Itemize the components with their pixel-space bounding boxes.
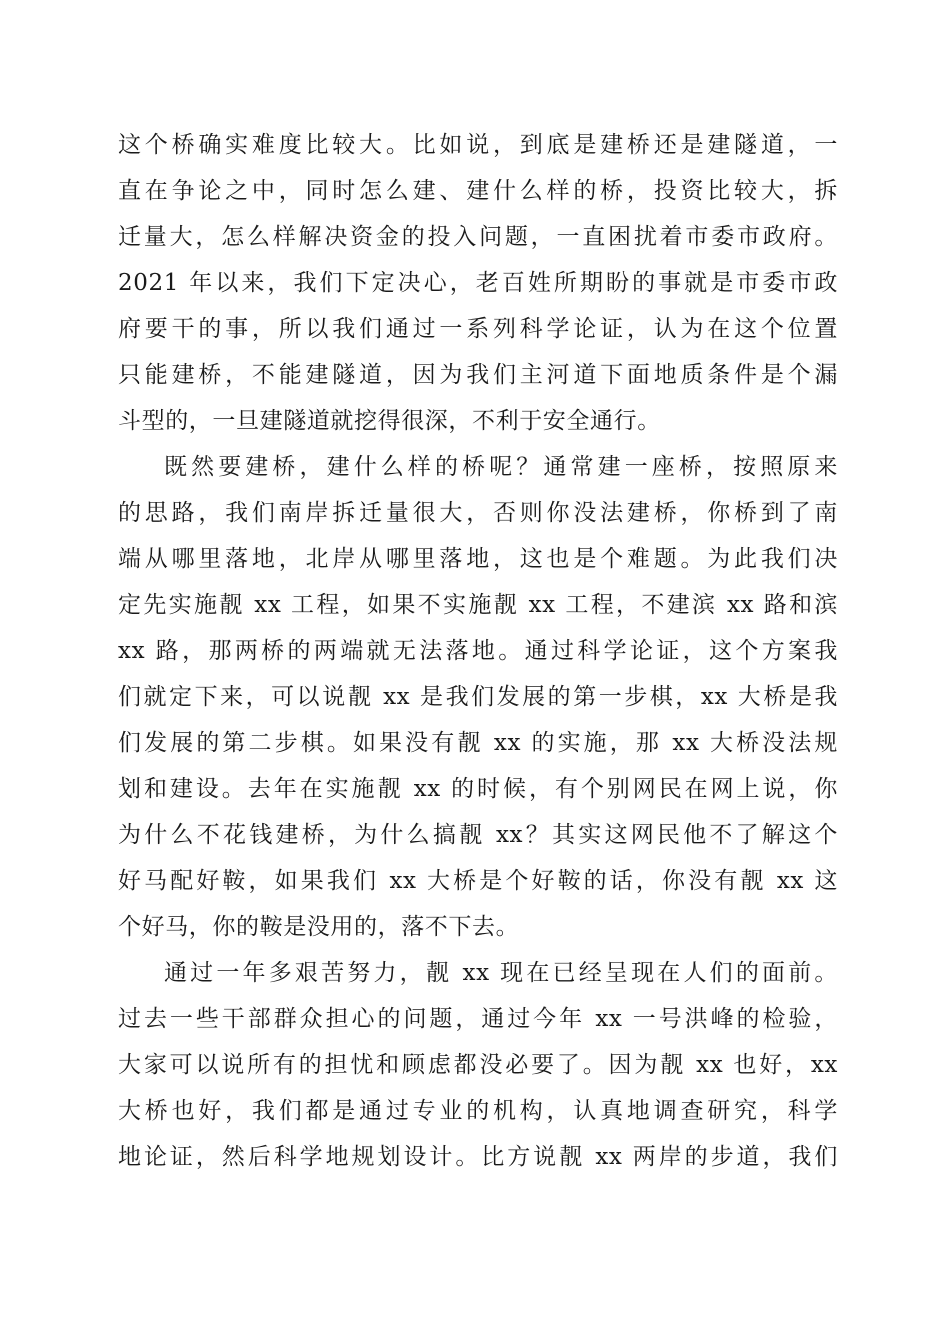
- text-line: 地论证，然后科学地规划设计。比方说靓 xx 两岸的步道，我们: [118, 1144, 838, 1170]
- text-line: 斗型的，一旦建隧道就挖得很深，不利于安全通行。: [118, 408, 661, 434]
- text-line: 定先实施靓 xx 工程，如果不实施靓 xx 工程，不建滨 xx 路和滨: [118, 592, 838, 618]
- text-line: 们就定下来，可以说靓 xx 是我们发展的第一步棋，xx 大桥是我: [118, 684, 838, 710]
- text-line: 直在争论之中，同时怎么建、建什么样的桥，投资比较大，拆: [118, 178, 838, 204]
- text-line: 2021 年以来，我们下定决心，老百姓所期盼的事就是市委市政: [118, 270, 838, 296]
- text-line: 这个桥确实难度比较大。比如说，到底是建桥还是建隧道，一: [118, 132, 838, 158]
- text-line: 们发展的第二步棋。如果没有靓 xx 的实施，那 xx 大桥没法规: [118, 730, 838, 756]
- text-line: 只能建桥，不能建隧道，因为我们主河道下面地质条件是个漏: [118, 362, 838, 388]
- text-line: 划和建设。去年在实施靓 xx 的时候，有个别网民在网上说，你: [118, 776, 838, 802]
- text-line: 大桥也好，我们都是通过专业的机构，认真地调查研究，科学: [118, 1098, 838, 1124]
- text-line: 大家可以说所有的担忧和顾虑都没必要了。因为靓 xx 也好，xx: [118, 1052, 838, 1078]
- paragraph-3: [118, 950, 838, 1180]
- text-line: 的思路，我们南岸拆迁量很大，否则你没法建桥，你桥到了南: [118, 500, 838, 526]
- text-line: 个好马，你的鞍是没用的，落不下去。: [118, 914, 520, 940]
- text-line: 迁量大，怎么样解决资金的投入问题，一直困扰着市委市政府。: [118, 224, 838, 250]
- text-line: 为什么不花钱建桥，为什么搞靓 xx？其实这网民他不了解这个: [118, 822, 838, 848]
- text-line: 通过一年多艰苦努力，靓 xx 现在已经呈现在人们的面前。: [164, 960, 838, 986]
- text-line: 好马配好鞍，如果我们 xx 大桥是个好鞍的话，你没有靓 xx 这: [118, 868, 838, 894]
- paragraph-2: [118, 444, 838, 950]
- text-line: 端从哪里落地，北岸从哪里落地，这也是个难题。为此我们决: [118, 546, 838, 572]
- document-body: [118, 122, 838, 1180]
- text-line: 府要干的事，所以我们通过一系列科学论证，认为在这个位置: [118, 316, 838, 342]
- paragraph-1: [118, 122, 838, 444]
- text-line: 过去一些干部群众担心的问题，通过今年 xx 一号洪峰的检验，: [118, 1006, 838, 1032]
- text-line: xx 路，那两桥的两端就无法落地。通过科学论证，这个方案我: [118, 638, 838, 664]
- text-line: 既然要建桥，建什么样的桥呢？通常建一座桥，按照原来: [164, 454, 838, 480]
